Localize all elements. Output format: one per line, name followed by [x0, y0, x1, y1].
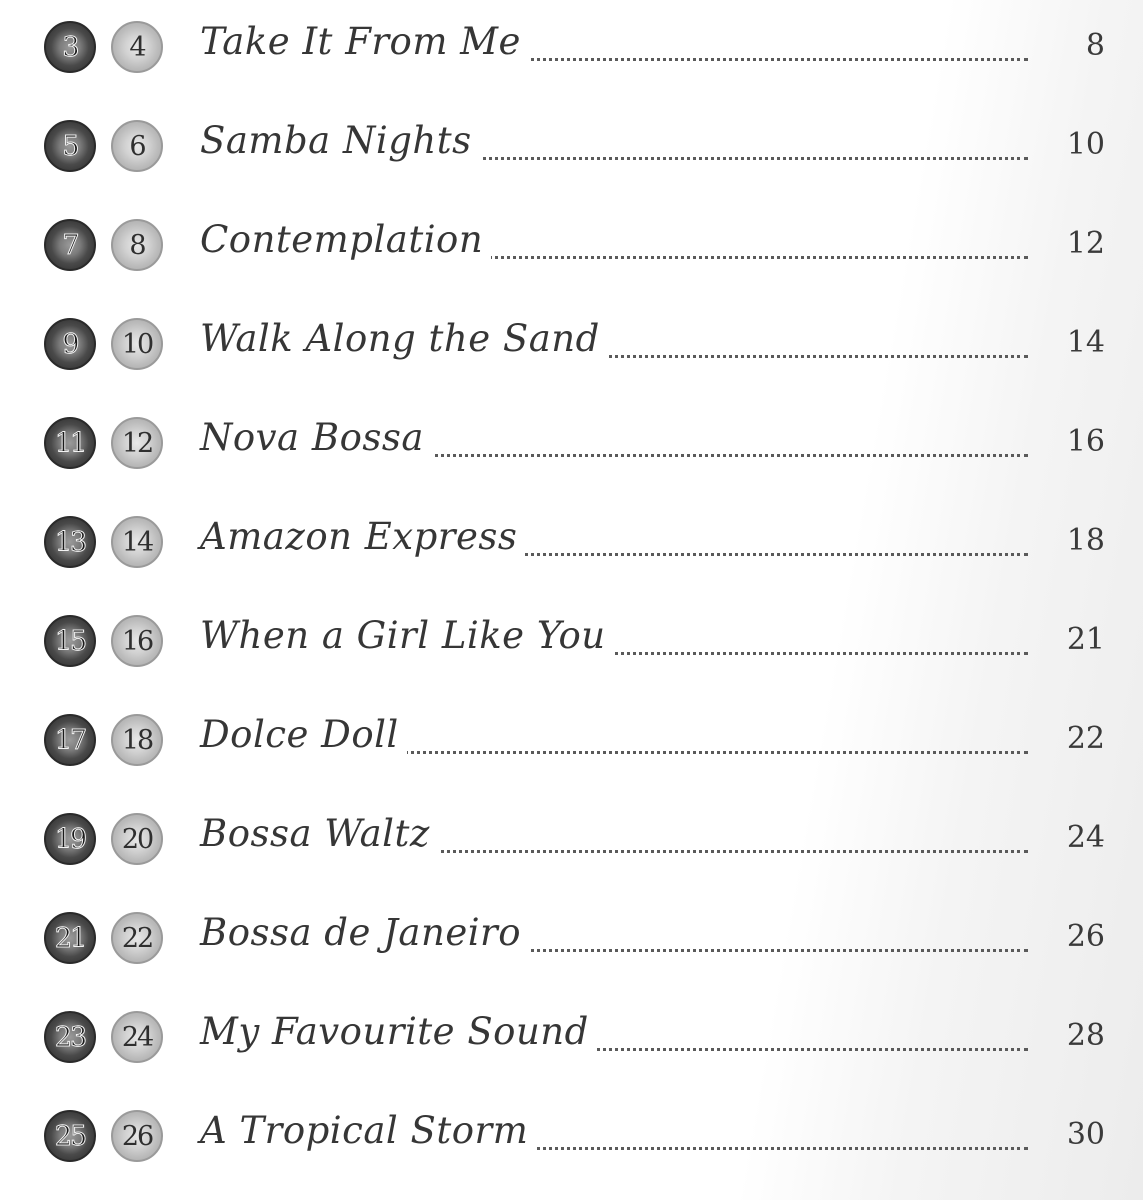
song-title: Contemplation [200, 218, 491, 261]
page-number: 26 [1066, 919, 1105, 954]
cd-track-dark-icon: 13 [44, 516, 96, 568]
song-title: Amazon Express [200, 515, 525, 558]
page-number: 24 [1066, 820, 1105, 855]
toc-entry[interactable] [0, 792, 1143, 891]
toc-entry[interactable] [0, 297, 1143, 396]
page-number: 14 [1066, 325, 1105, 360]
cd-track-light-icon: 20 [111, 813, 163, 865]
cd-track-dark-icon: 3 [44, 21, 96, 73]
song-title: My Favourite Sound [200, 1010, 597, 1053]
song-title: Dolce Doll [200, 713, 407, 756]
toc-entry[interactable] [0, 990, 1143, 1089]
cd-track-dark-icon: 11 [44, 417, 96, 469]
page-number: 18 [1066, 523, 1105, 558]
song-title: Bossa Waltz [200, 812, 438, 855]
cd-track-light-icon: 22 [111, 912, 163, 964]
cd-track-light-icon: 14 [111, 516, 163, 568]
cd-track-light-icon: 12 [111, 417, 163, 469]
toc-entry[interactable] [0, 693, 1143, 792]
toc-entry[interactable] [0, 396, 1143, 495]
cd-track-dark-icon: 17 [44, 714, 96, 766]
cd-track-light-icon: 10 [111, 318, 163, 370]
cd-track-dark-icon: 7 [44, 219, 96, 271]
page-number: 12 [1066, 226, 1105, 261]
song-title: Take It From Me [200, 20, 529, 63]
page-number: 22 [1066, 721, 1105, 756]
toc-entry[interactable] [0, 495, 1143, 594]
page-number: 21 [1066, 622, 1105, 657]
cd-track-dark-icon: 19 [44, 813, 96, 865]
song-title: Bossa de Janeiro [200, 911, 529, 954]
toc-entry[interactable] [0, 198, 1143, 297]
cd-track-dark-icon: 9 [44, 318, 96, 370]
page-number: 28 [1066, 1018, 1105, 1053]
page-number: 16 [1066, 424, 1105, 459]
toc-entry[interactable] [0, 0, 1143, 99]
cd-track-light-icon: 4 [111, 21, 163, 73]
cd-track-dark-icon: 21 [44, 912, 96, 964]
cd-track-light-icon: 16 [111, 615, 163, 667]
toc-entry[interactable] [0, 99, 1143, 198]
song-title: When a Girl Like You [200, 614, 614, 657]
cd-track-light-icon: 18 [111, 714, 163, 766]
page-number: 10 [1066, 127, 1105, 162]
song-title: Samba Nights [200, 119, 480, 162]
cd-track-light-icon: 6 [111, 120, 163, 172]
cd-track-dark-icon: 15 [44, 615, 96, 667]
cd-track-light-icon: 8 [111, 219, 163, 271]
cd-track-light-icon: 26 [111, 1110, 163, 1162]
cd-track-dark-icon: 23 [44, 1011, 96, 1063]
page-number: 8 [1085, 28, 1105, 63]
song-title: Walk Along the Sand [200, 317, 608, 360]
cd-track-dark-icon: 5 [44, 120, 96, 172]
song-title: Nova Bossa [200, 416, 432, 459]
cd-track-dark-icon: 25 [44, 1110, 96, 1162]
toc-entry[interactable] [0, 891, 1143, 990]
toc-entry[interactable] [0, 1089, 1143, 1188]
page-number: 30 [1066, 1117, 1105, 1152]
cd-track-light-icon: 24 [111, 1011, 163, 1063]
toc-entry[interactable] [0, 594, 1143, 693]
song-title: A Tropical Storm [200, 1109, 536, 1152]
